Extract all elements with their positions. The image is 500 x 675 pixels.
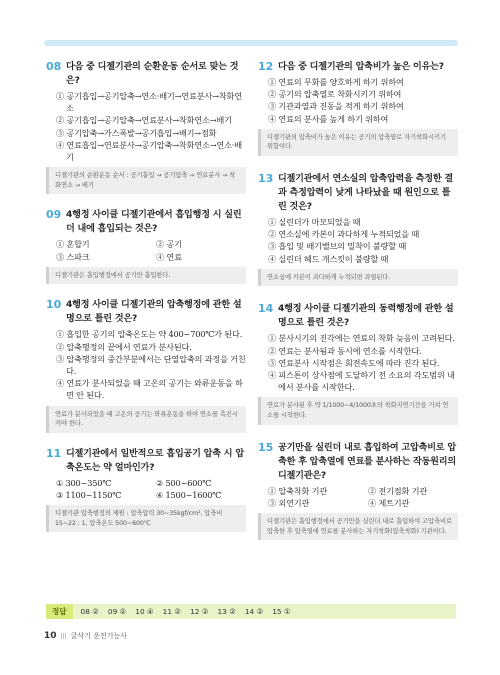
question-10 — [46, 298, 246, 432]
answer-key-bar — [46, 604, 456, 619]
explanation-box: 디젤기관은 흡입행정에서 공기만을 실린더 내로 흡입하여 고압축비로 압축한 후 압축열에 연료를 분사하는 자기착화(압축착화) 기관이다. — [258, 513, 458, 540]
question-text: 4행정 사이클 디젤기관의 압축행정에 관한 설명으로 틀린 것은? — [66, 300, 242, 325]
option-4: ④ 연료 — [156, 251, 182, 262]
answer-item: 12 ② — [190, 607, 209, 616]
question-15 — [258, 441, 458, 541]
option-3: ③ 1100~1150℃ — [56, 490, 122, 501]
question-13 — [258, 172, 458, 286]
option-2: ② 공기흡입→공기압축→연료분사→착화연소→배기 — [56, 115, 232, 126]
explanation-box: 연소실에 카본이 과다하게 누적되면 과열된다. — [258, 269, 458, 287]
option-3: ③ 외연기관 — [268, 497, 310, 508]
option-2: ② 500~600℃ — [156, 477, 212, 488]
question-number: 10 — [46, 298, 62, 312]
question-number: 11 — [46, 446, 62, 460]
option-2: ② 연료는 분사됨과 동시에 연소를 시작한다. — [268, 345, 422, 356]
option-2: ② 연소실에 카본이 과다하게 누적되었을 때 — [268, 229, 420, 240]
separator-icon: ||| — [60, 632, 67, 640]
option-1: ① 압축착화 기관 — [268, 485, 328, 496]
question-text: 4행정 사이클 디젤기관에서 흡입행정 시 실린더 내에 흡입되는 것은? — [66, 210, 242, 235]
option-1: ① 흡입한 공기의 압축온도는 약 400~700℃가 된다. — [56, 329, 243, 340]
top-header-bar — [44, 40, 458, 46]
page-footer — [44, 631, 127, 641]
answer-item: 13 ② — [217, 607, 236, 616]
question-number: 09 — [46, 208, 62, 222]
explanation-box: 디젤기관의 순환운동 순서 : 공기흡입 → 공기압축 → 연료분사 → 착화연소 → 배기 — [46, 167, 246, 194]
option-3: ③ 연료분사 시작점은 회전속도에 따라 진각 된다. — [268, 357, 440, 368]
option-3: ③ 스파크 — [56, 251, 90, 262]
question-text: 4행정 사이클 디젤기관의 동력행정에 관한 설명으로 틀린 것은? — [278, 304, 454, 329]
answer-key-list — [73, 607, 291, 616]
option-3: ③ 공기압축→가스폭발→공기흡입→배기→점화 — [56, 127, 217, 138]
option-4: ④ 제트기관 — [368, 497, 410, 508]
option-2: ② 공기 — [156, 239, 182, 250]
option-1: ① 혼합기 — [56, 239, 90, 250]
option-4: ④ 연료가 분사되었을 때 고온의 공기는 와류운동을 하면 안 된다. — [56, 378, 243, 401]
page-number: 10 — [44, 631, 57, 641]
option-3: ③ 흡입 및 배기밸브의 밀착이 불량할 때 — [268, 241, 407, 252]
question-09 — [46, 208, 246, 284]
option-1: ① 공기흡입→공기압축→연소·배기→연료분사→착화연소 — [56, 91, 242, 114]
answer-item: 11 ② — [162, 607, 182, 616]
option-3: ③ 기관과열과 진동을 적게 하기 위하여 — [268, 101, 404, 112]
explanation-box: 연료가 분사된 후 약 1/1000~4/1000초의 착화지연기간을 거쳐 연소를 시작한다. — [258, 397, 458, 424]
question-text: 디젤기관에서 연소실의 압축압력을 측정한 결과 측정압력이 낮게 나타났을 때 원인으로 틀린 것은? — [278, 174, 453, 212]
explanation-box: 디젤기관 압축행정의 제원 : 압축압력 30~35kgf/cm², 압축비 15~22 : 1, 압축온도 500~600℃ — [46, 505, 246, 532]
question-number: 14 — [258, 302, 274, 316]
option-4: ④ 연료흡입→연료분사→공기압축→착화연소→연소·배기 — [56, 139, 242, 163]
option-4: ④ 실린더 헤드 개스킷이 불량할 때 — [268, 253, 389, 264]
question-text: 다음 중 디젤기관의 순환운동 순서로 맞는 것은? — [66, 62, 239, 86]
answer-item: 14 ② — [244, 607, 264, 616]
question-12 — [258, 60, 458, 156]
question-11 — [46, 447, 246, 533]
option-1: ① 300~350℃ — [56, 477, 112, 488]
option-2: ② 공기의 압축열로 착화시키기 위하여 — [268, 89, 402, 100]
answer-key-label: 정답 — [46, 604, 73, 619]
option-4: ④ 연료의 분사를 높게 하기 위하여 — [268, 113, 389, 124]
option-1: ① 연료의 무화를 양호하게 하기 위하여 — [268, 77, 404, 87]
answer-item: 08 ② — [80, 607, 99, 616]
question-number: 08 — [46, 60, 62, 73]
answer-item: 09 ② — [107, 607, 127, 616]
question-number: 12 — [258, 60, 274, 73]
option-4: ④ 1500~1600℃ — [156, 490, 222, 501]
answer-item: 10 ④ — [135, 607, 154, 616]
question-text: 디젤기관에서 일반적으로 흡입공기 압축 시 압축온도는 약 얼마인가? — [66, 448, 244, 473]
question-number: 15 — [258, 440, 274, 454]
option-2: ② 압축행정의 끝에서 연료가 분사된다. — [56, 341, 192, 352]
question-text: 공기만을 실린더 내로 흡입하여 고압축비로 압축한 후 압축열에 연료를 분사하는 작동원리의 디젤기관은? — [278, 442, 456, 481]
right-column — [258, 60, 458, 551]
option-3: ③ 압축행정의 중간부분에서는 단열압축의 과정을 거친다. — [56, 353, 246, 377]
option-4: ④ 피스톤이 상사점에 도달하기 전 소요의 각도범위 내에서 분사를 시작한다. — [268, 370, 455, 393]
explanation-box: 연료가 분사되었을 때 고온의 공기는 와류운동을 하여 연소를 촉진시켜야 한다. — [46, 406, 246, 433]
book-title: 굴삭기 운전기능사 — [70, 632, 127, 640]
question-number: 13 — [258, 172, 274, 185]
answer-item: 15 ① — [272, 607, 291, 616]
option-1: ① 실린더가 마모되었을 때 — [268, 217, 361, 227]
explanation-box: 디젤기관의 압축비가 높은 이유는 공기의 압축열로 자기착화시키기 위함이다. — [258, 129, 458, 156]
question-text: 다음 중 디젤기관의 압축비가 높은 이유는? — [278, 62, 444, 72]
left-column — [46, 60, 246, 543]
question-14 — [258, 302, 458, 424]
option-1: ① 분사시기의 진각에는 연료의 착화 늦음이 고려된다. — [268, 333, 455, 344]
question-08 — [46, 60, 246, 194]
option-2: ② 전기점화 기관 — [368, 485, 428, 496]
explanation-box: 디젤기관은 흡입행정에서 공기만 흡입한다. — [46, 267, 246, 285]
